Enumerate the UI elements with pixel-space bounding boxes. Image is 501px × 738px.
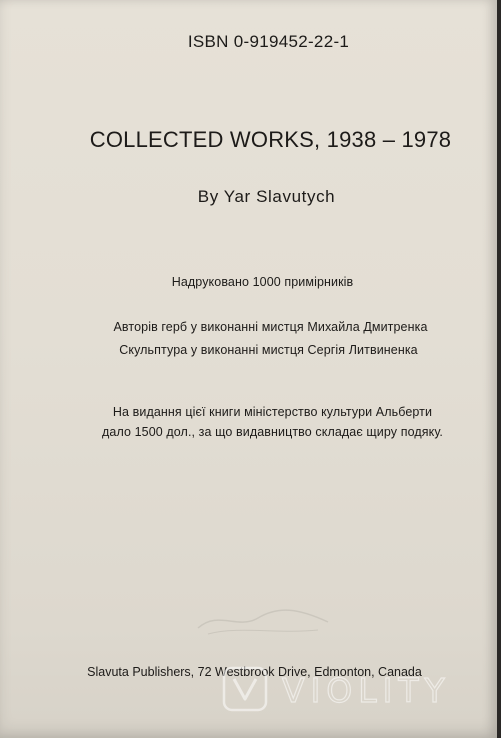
author-line: By Yar Slavutych [197, 187, 336, 206]
book-title: COLLECTED WORKS, 1938 – 1978 [89, 127, 452, 152]
publisher-line: Slavuta Publishers, 72 Westbrook Drive, Edmonton, Canada [87, 665, 422, 679]
page-edge-shadow [497, 0, 501, 738]
coat-of-arms-credit: Авторів герб у виконанні мистця Михайла Дмитренка [113, 320, 428, 334]
print-run-note: Надруковано 1000 примірників [171, 275, 354, 289]
acknowledgement-line-2: дало 1500 дол., за що видавництво складає щиру подяку. [102, 425, 443, 439]
sculpture-credit: Скульптура у виконанні мистця Сергія Литвиненка [119, 343, 418, 357]
isbn-line: ISBN 0-919452-22-1 [187, 32, 350, 51]
violity-logo-icon [222, 666, 268, 712]
acknowledgement-line-1: На видання цієї книги міністерство культури Альберти [112, 405, 433, 419]
watermark-text: VIOLITY [282, 671, 451, 710]
faint-stamp-impression [188, 600, 338, 640]
violity-watermark [222, 666, 492, 718]
